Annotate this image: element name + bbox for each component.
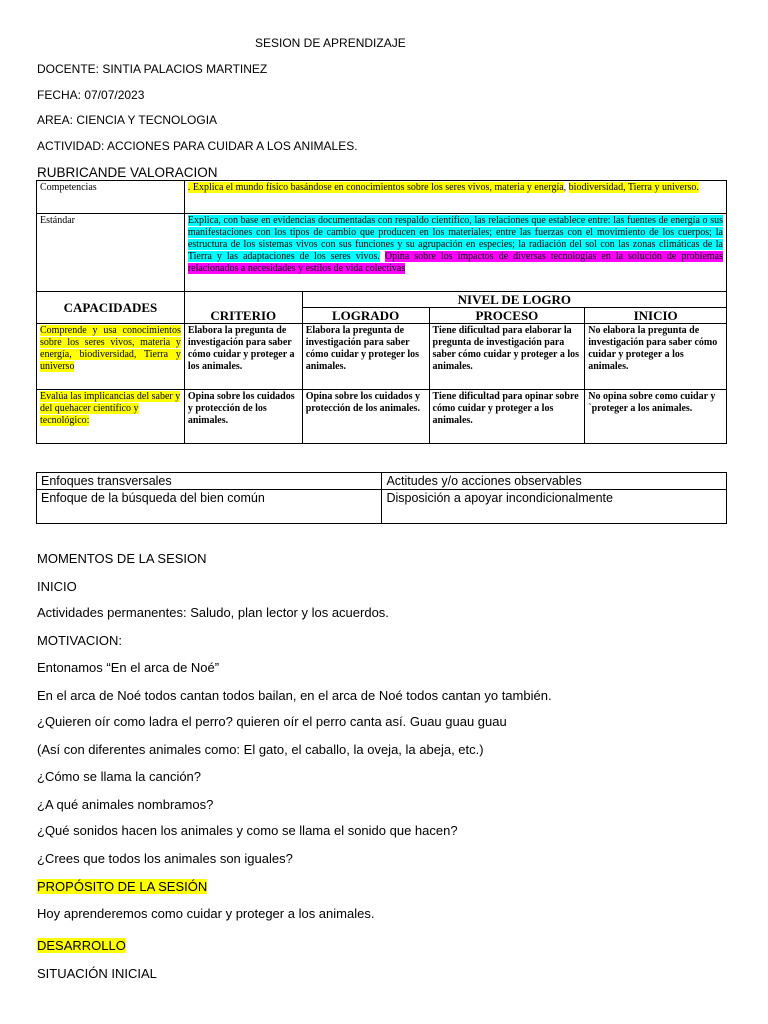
competencias-text-c: biodiversidad, Tierra y universo. (568, 182, 699, 193)
inicio-header: INICIO (585, 308, 727, 324)
capacidad-text: Comprende y usa conocimientos sobre los seres vivos, materia y energía, biodiversidad, Tierra y universo (40, 325, 181, 372)
desarrollo-heading (37, 938, 126, 953)
capacidad-text: Evalúa las implicancias del saber y del quehacer científico y tecnológico: (40, 391, 181, 426)
enfoques-header-left: Enfoques transversales (37, 473, 382, 490)
nivel-header: NIVEL DE LOGRO (302, 292, 726, 308)
area-line: AREA: CIENCIA Y TECNOLOGIA (37, 113, 218, 127)
proposito-heading (37, 879, 207, 894)
criterio-cell: Opina sobre los cuidados y protección de los animales. (184, 390, 302, 444)
momentos-heading: MOMENTOS DE LA SESION (37, 551, 207, 566)
competencias-text-b: , (563, 182, 569, 193)
estandar-text (184, 214, 726, 292)
document-title: SESION DE APRENDIZAJE (255, 36, 406, 50)
cancion-line-2: ¿Quieren oír como ladra el perro? quieren oír el perro canta así. Guau guau guau (37, 714, 507, 729)
estandar-text-a: Explica, con base en evidencias documentadas con respaldo científico, las relaciones que establece entre: las fuentes de energía o sus manifestaciones con los tipos de cambio que producen en los materiales; entre las fuerzas con el movimiento de los cuerpos; la estructura de los sistemas vivos con sus funciones y su agrupación en especies; la radiación del sol con las zonas climáticas de la Tierra y las adaptaciones de los seres vivos. (187, 215, 723, 262)
proceso-cell: Tiene dificultad para elaborar la pregunta de investigación para saber cómo cuidar y proteger a los animales. (429, 324, 585, 390)
logrado-cell: Opina sobre los cuidados y protección de los animales. (302, 390, 429, 444)
competencias-row (37, 181, 727, 214)
estandar-text-b: Opina sobre los impactos de diversas tecnologías en la solución de problemas relacionados a necesidades y estilos de vida colectivas (187, 251, 723, 274)
enfoques-row-right: Disposición a apoyar incondicionalmente (382, 490, 727, 524)
estandar-label: Estándar (37, 214, 185, 292)
proceso-cell: Tiene dificultad para opinar sobre cómo cuidar y proteger a los animales. (429, 390, 585, 444)
motivacion-heading: MOTIVACION: (37, 633, 122, 648)
pregunta-2: ¿A qué animales nombramos? (37, 797, 214, 812)
header-row-1 (37, 292, 727, 308)
rubric-row (37, 390, 727, 444)
enfoques-table (36, 472, 727, 524)
desarrollo-label: DESARROLLO (37, 938, 126, 953)
logrado-header: LOGRADO (302, 308, 429, 324)
pregunta-1: ¿Cómo se llama la canción? (37, 769, 202, 784)
docente-line: DOCENTE: SINTIA PALACIOS MARTINEZ (37, 62, 268, 76)
entonamos-line: Entonamos “En el arca de Noé” (37, 660, 220, 675)
fecha-line: FECHA: 07/07/2023 (37, 88, 145, 102)
capacidades-header: CAPACIDADES (37, 292, 185, 324)
proposito-text: Hoy aprenderemos como cuidar y proteger a los animales. (37, 906, 375, 921)
proceso-header: PROCESO (429, 308, 585, 324)
pregunta-4: ¿Crees que todos los animales son iguales? (37, 851, 293, 866)
actividades-line: Actividades permanentes: Saludo, plan lector y los acuerdos. (37, 605, 389, 620)
enfoques-header-right: Actitudes y/o acciones observables (382, 473, 727, 490)
pregunta-3: ¿Qué sonidos hacen los animales y como se llama el sonido que hacen? (37, 823, 458, 838)
competencias-text (184, 181, 726, 214)
criterio-cell: Elabora la pregunta de investigación para saber cómo cuidar y proteger a los animales. (184, 324, 302, 390)
logrado-cell: Elabora la pregunta de investigación para saber cómo cuidar y proteger los animales. (302, 324, 429, 390)
competencias-label: Competencias (37, 181, 185, 214)
inicio-cell: No opina sobre como cuidar y `proteger a los animales. (585, 390, 727, 444)
capacidad-cell (37, 390, 185, 444)
rubric-table (36, 180, 727, 444)
estandar-row (37, 214, 727, 292)
rubric-title: RUBRICANDE VALORACION (37, 165, 218, 180)
rubric-row (37, 324, 727, 390)
situacion-heading: SITUACIÓN INICIAL (37, 966, 157, 981)
enfoques-row (37, 490, 727, 524)
actividad-line: ACTIVIDAD: ACCIONES PARA CUIDAR A LOS ANIMALES. (37, 139, 358, 153)
criterio-header: CRITERIO (184, 292, 302, 324)
inicio-cell: No elabora la pregunta de investigación para saber cómo cuidar y proteger a los animales. (585, 324, 727, 390)
capacidad-cell (37, 324, 185, 390)
proposito-label: PROPÓSITO DE LA SESIÓN (37, 879, 208, 894)
enfoques-row-left: Enfoque de la búsqueda del bien común (37, 490, 382, 524)
inicio-heading: INICIO (37, 579, 77, 594)
enfoques-header-row (37, 473, 727, 490)
cancion-line-3: (Así con diferentes animales como: El gato, el caballo, la oveja, la abeja, etc.) (37, 742, 484, 757)
competencias-text-a: . Explica el mundo físico basándose en conocimientos sobre los seres vivos, materia y energía (187, 182, 564, 193)
cancion-line-1: En el arca de Noé todos cantan todos bailan, en el arca de Noé todos cantan yo también. (37, 688, 552, 703)
